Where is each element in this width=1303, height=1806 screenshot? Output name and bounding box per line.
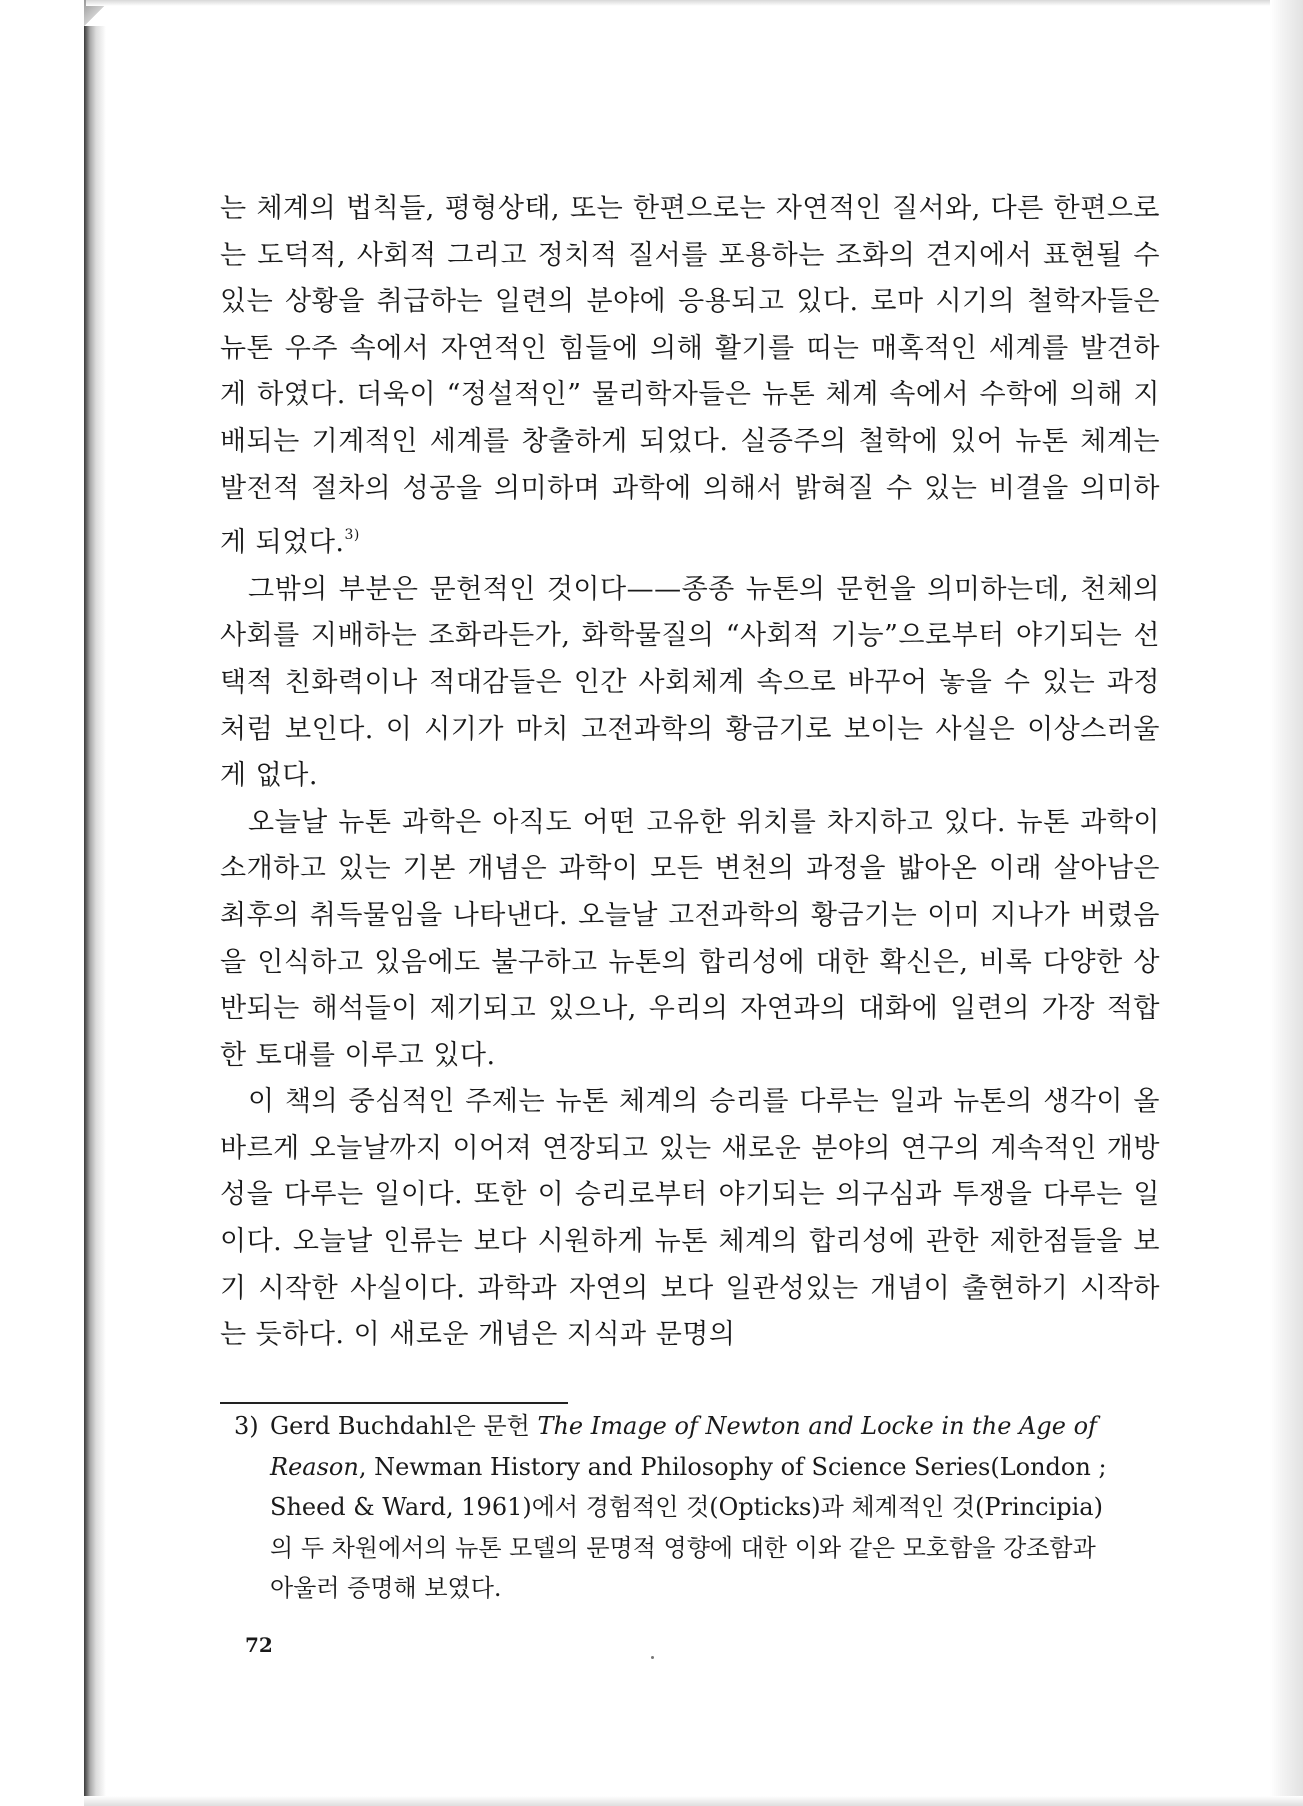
paragraph-4: 이 책의 중심적인 주제는 뉴톤 체계의 승리를 다루는 일과 뉴톤의 생각이 올바르게 오늘날까지 이어져 연장되고 있는 새로운 분야의 연구의 계속적인 개방성을 다루는 일이다. 또한 이 승리로부터 야기되는 의구심과 투쟁을 다루는 일이다. 오늘날 인류는 보다 시원하게 뉴톤 체계의 합리성에 관한 제한점들을 보기 시작한 사실이다. 과학과 자연의 보다 일관성있는 개념이 출현하기 시작하는 듯하다. 이 새로운 개념은 지식과 문명의 <box>220 1086 1160 1351</box>
body-text <box>220 186 1160 1359</box>
footnote-line-4: 의 두 차원에서의 뉴톤 모델의 문명적 영향에 대한 이와 같은 모호함을 강조함과 <box>270 1533 1096 1562</box>
footnote-title-part-1: The Image of Newton and Locke in the Age of <box>537 1412 1097 1440</box>
footnote-title-part-2: Reason <box>270 1452 359 1481</box>
paragraph-1 <box>220 186 1160 567</box>
paragraph-1-text: 는 체계의 법칙들, 평형상태, 또는 한편으로는 자연적인 질서와, 다른 한편으로는 도덕적, 사회적 그리고 정치적 질서를 포용하는 조화의 견지에서 표현될 수 있는 상황을 취급하는 일련의 분야에 응용되고 있다. 로마 시기의 철학자들은 뉴톤 우주 속에서 자연적인 힘들에 의해 활기를 띠는 매혹적인 세계를 발견하게 하였다. 더욱이 “정설적인” 물리학자들은 뉴톤 체계 속에서 수학에 의해 지배되는 기계적인 세계를 창출하게 되었다. 실증주의 철학에 있어 뉴톤 체계는 발전적 절차의 성공을 의미하며 과학에 의해서 밝혀질 수 있는 비결을 의미하게 되었다. <box>220 193 1160 559</box>
paragraph-3: 오늘날 뉴톤 과학은 아직도 어떤 고유한 위치를 차지하고 있다. 뉴톤 과학이 소개하고 있는 기본 개념은 과학이 모든 변천의 과정을 밟아온 이래 살아남은 최후의 취득물임을 나타낸다. 오늘날 고전과학의 황금기는 이미 지나가 버렸음을 인식하고 있음에도 불구하고 뉴톤의 합리성에 대한 확신은, 비록 다양한 상반되는 해석들이 제기되고 있으나, 우리의 자연과의 대화에 일련의 가장 적합한 토대를 이루고 있다. <box>220 806 1160 1071</box>
footnote-series: , Newman History and Philosophy of Science Series(London ; <box>358 1452 1107 1481</box>
paragraph-2: 그밖의 부분은 문헌적인 것이다——종종 뉴톤의 문헌을 의미하는데, 천체의 사회를 지배하는 조화라든가, 화학물질의 “사회적 기능”으로부터 야기되는 선택적 친화력이나 적대감들은 인간 사회체계 속으로 바꾸어 놓을 수 있는 과정처럼 보인다. 이 시기가 마치 고전과학의 황금기로 보이는 사실은 이상스러울 게 없다. <box>220 573 1160 792</box>
footnote-line-5: 아울러 증명해 보였다. <box>270 1574 502 1602</box>
page-number: 72 <box>245 1633 273 1657</box>
footnote-divider <box>220 1402 568 1404</box>
book-spine-edge <box>84 0 106 1806</box>
footnote-author: Gerd Buchdahl은 문헌 <box>270 1412 538 1440</box>
print-speck <box>651 1656 654 1659</box>
footnote-line-2 <box>234 1447 1160 1488</box>
footnote-reference: 3) <box>344 527 360 544</box>
footnote <box>234 1406 1160 1609</box>
page-right-edge <box>1270 0 1303 1806</box>
left-margin <box>0 0 84 1806</box>
footnote-mark: 3) <box>234 1412 259 1440</box>
page-bottom-edge <box>84 1796 1303 1806</box>
footnote-line-1 <box>234 1406 1160 1447</box>
footnote-line-3: Sheed & Ward, 1961)에서 경험적인 것(Opticks)과 체계적인 것(Principia) <box>270 1493 1103 1521</box>
page-top-edge <box>86 0 1303 6</box>
